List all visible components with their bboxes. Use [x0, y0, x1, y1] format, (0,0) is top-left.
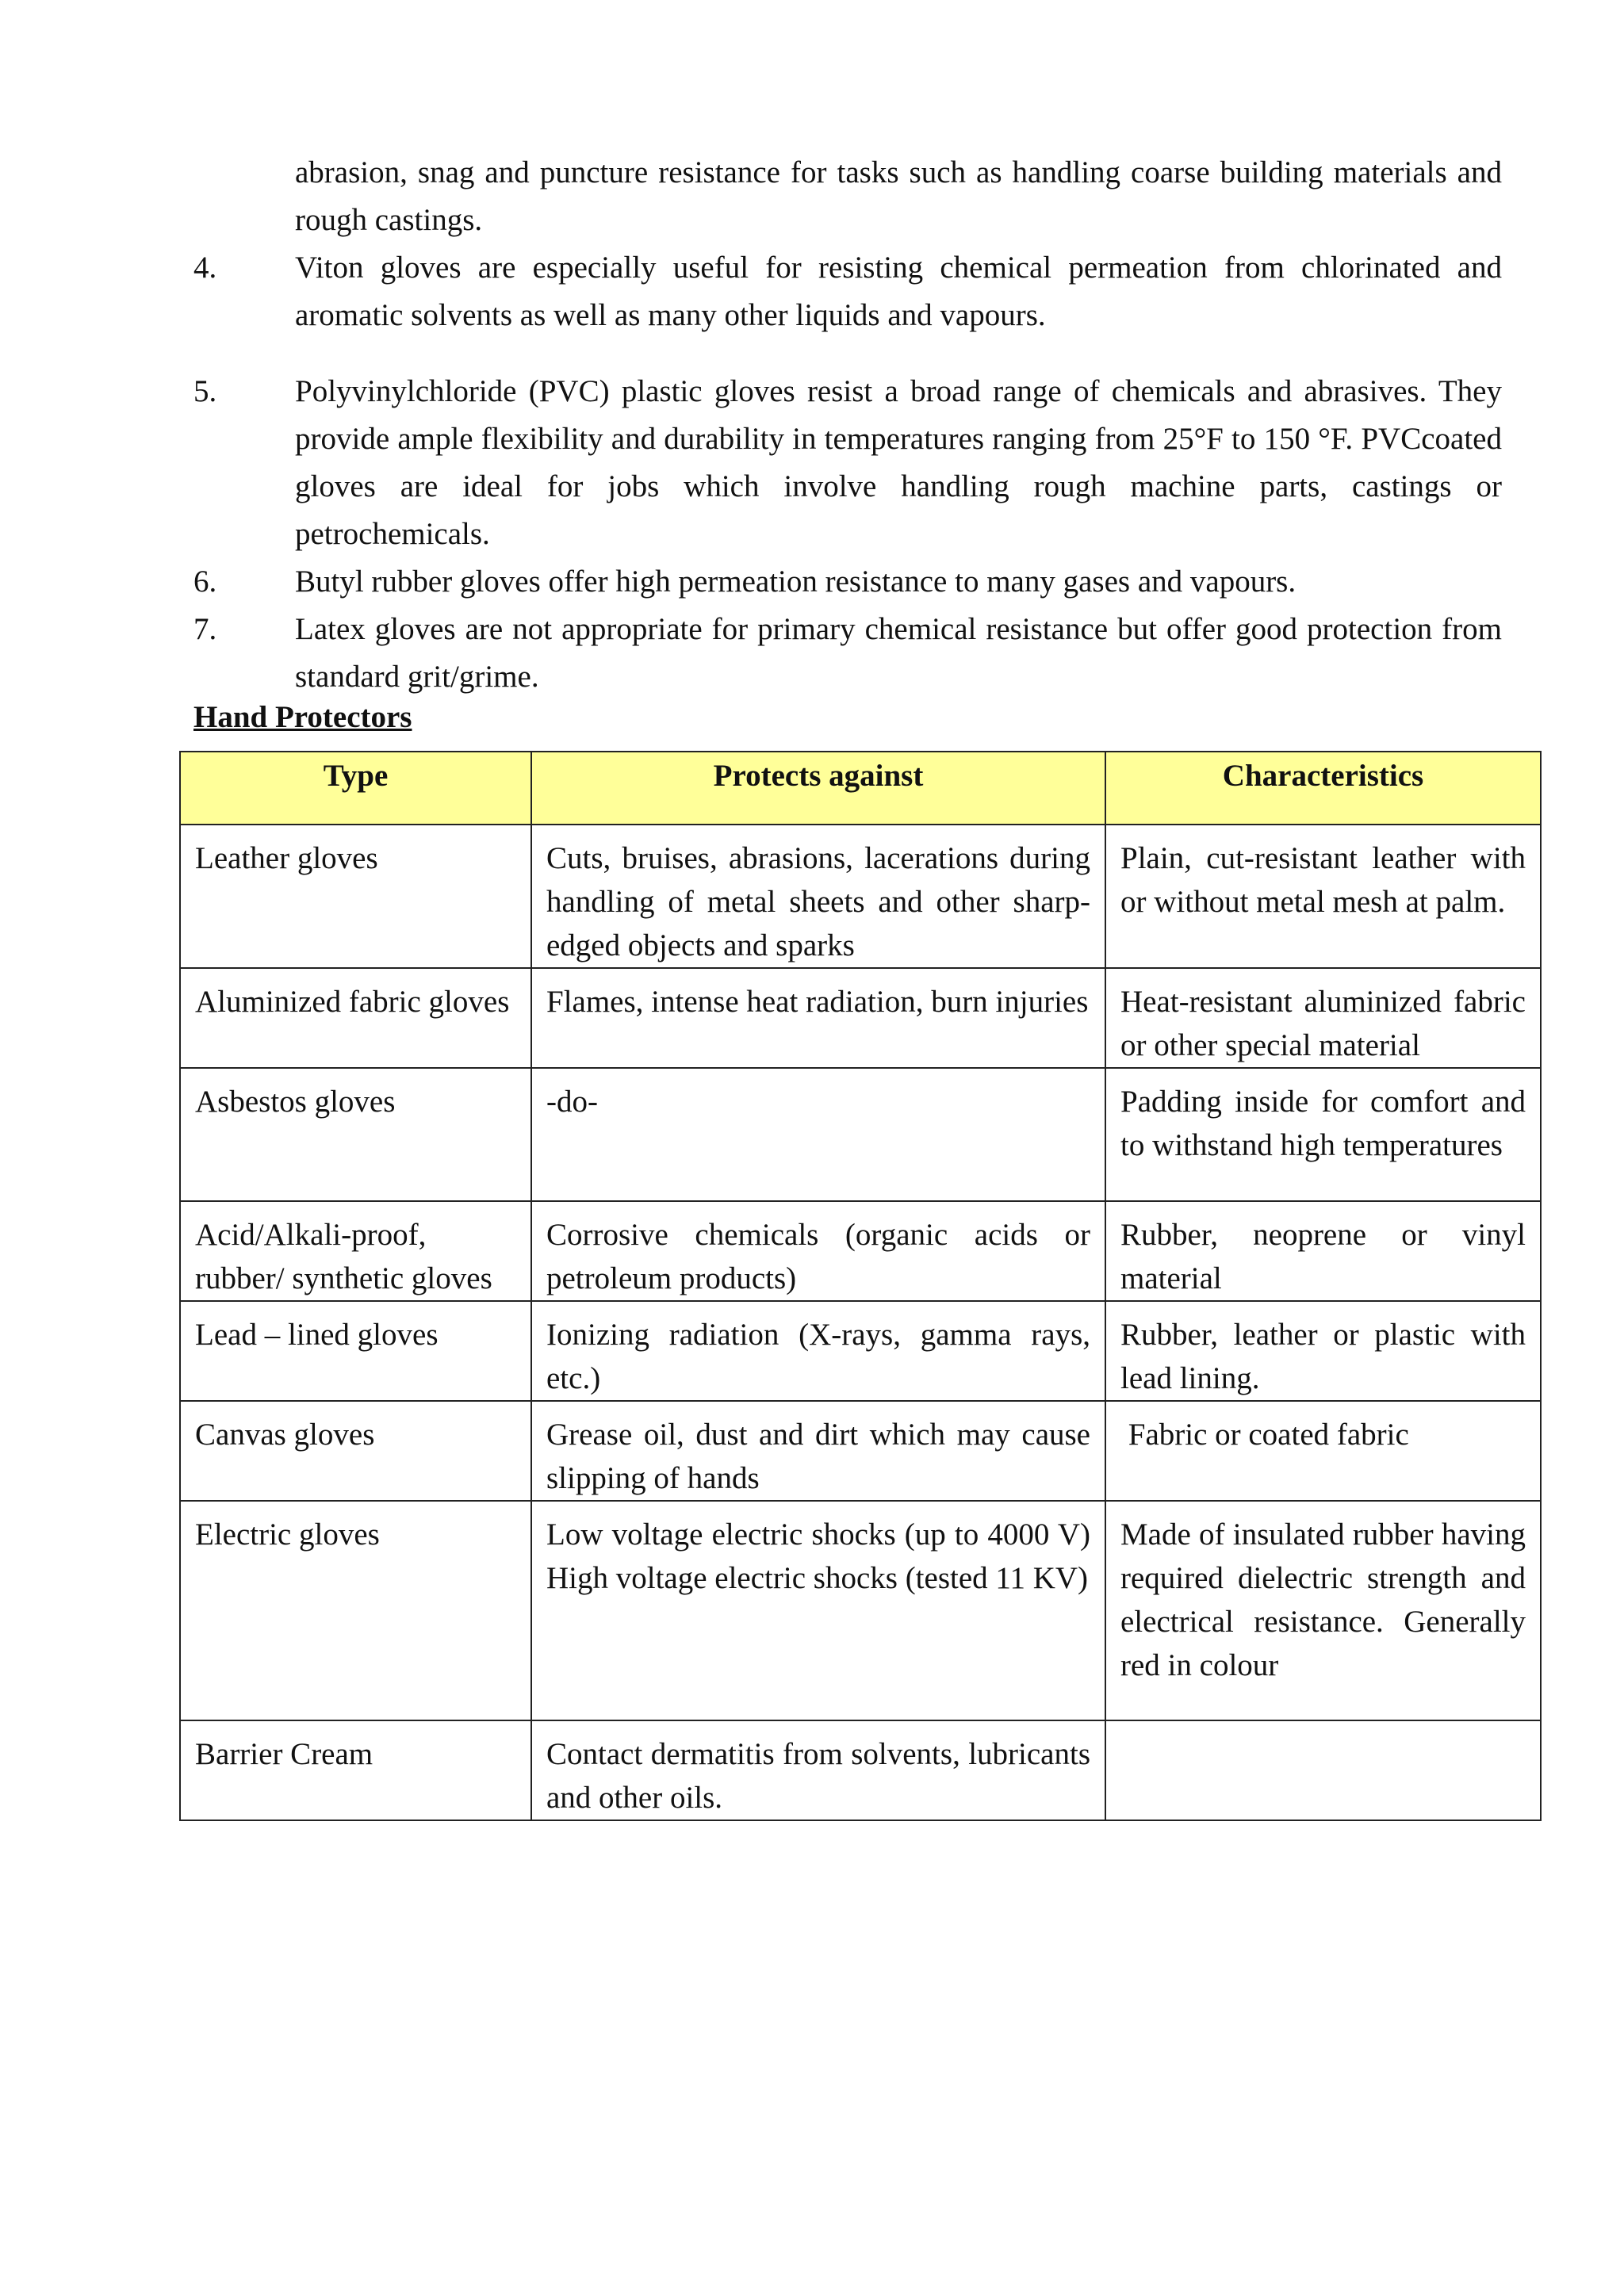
cell-protects-against: -do- [531, 1068, 1105, 1201]
cell-type: Asbestos gloves [180, 1068, 531, 1201]
cell-protects-against: Low voltage electric shocks (up to 4000 V) High voltage electric shocks (tested 11 KV) [531, 1501, 1105, 1720]
list-item-text: Viton gloves are especially useful for resisting chemical permeation from chlorinated and aromatic solvents as well as many other liquids and vapours. [295, 251, 1502, 332]
cell-type: Leather gloves [180, 825, 531, 968]
cell-protects-against: Grease oil, dust and dirt which may cause slipping of hands [531, 1401, 1105, 1501]
cell-characteristics: Plain, cut-resistant leather with or without metal mesh at palm. [1105, 825, 1541, 968]
list-item [193, 558, 1502, 606]
list-item-text: Latex gloves are not appropriate for primary chemical resistance but offer good protection from standard grit/grime. [295, 612, 1502, 694]
cell-type: Acid/Alkali-proof, rubber/ synthetic gloves [180, 1201, 531, 1301]
cell-type: Barrier Cream [180, 1720, 531, 1820]
list-item-continuation: abrasion, snag and puncture resistance for tasks such as handling coarse building materials and rough castings. [295, 155, 1502, 237]
cell-protects-against: Ionizing radiation (X-rays, gamma rays, etc.) [531, 1301, 1105, 1401]
header-protects-against: Protects against [531, 752, 1105, 825]
section-title: Hand Protectors [193, 700, 412, 734]
cell-characteristics [1105, 1720, 1541, 1820]
table-row [180, 968, 1541, 1068]
cell-type: Electric gloves [180, 1501, 531, 1720]
cell-protects-against: Contact dermatitis from solvents, lubricants and other oils. [531, 1720, 1105, 1820]
table-row [180, 1068, 1541, 1201]
cell-type: Canvas gloves [180, 1401, 531, 1501]
table-header-row [180, 752, 1541, 825]
cell-protects-against: Corrosive chemicals (organic acids or petroleum products) [531, 1201, 1105, 1301]
list-item [193, 606, 1502, 701]
list-item-number: 6. [193, 564, 217, 599]
table-row [180, 1501, 1541, 1720]
cell-protects-against: Flames, intense heat radiation, burn injuries [531, 968, 1105, 1068]
list-item-number: 7. [193, 612, 217, 646]
table-row [180, 1720, 1541, 1820]
cell-characteristics: Heat-resistant aluminized fabric or other special material [1105, 968, 1541, 1068]
header-type: Type [180, 752, 531, 825]
list-item [193, 368, 1502, 558]
cell-type: Aluminized fabric gloves [180, 968, 531, 1068]
cell-characteristics: Rubber, neoprene or vinyl material [1105, 1201, 1541, 1301]
cell-characteristics: Made of insulated rubber having required dielectric strength and electrical resistance. Generally red in colour [1105, 1501, 1541, 1720]
table-row [180, 1401, 1541, 1501]
table-row [180, 825, 1541, 968]
list-item-number: 5. [193, 374, 217, 408]
header-characteristics: Characteristics [1105, 752, 1541, 825]
table-row [180, 1201, 1541, 1301]
cell-type: Lead – lined gloves [180, 1301, 531, 1401]
list-item [193, 244, 1502, 339]
list-item-number: 4. [193, 251, 217, 285]
cell-characteristics: Fabric or coated fabric [1105, 1401, 1541, 1501]
table-row [180, 1301, 1541, 1401]
cell-characteristics: Padding inside for comfort and to withstand high temperatures [1105, 1068, 1541, 1201]
hand-protectors-table [179, 751, 1542, 1821]
cell-protects-against: Cuts, bruises, abrasions, lacerations during handling of metal sheets and other sharp-edged objects and sparks [531, 825, 1105, 968]
cell-characteristics: Rubber, leather or plastic with lead lining. [1105, 1301, 1541, 1401]
list-item-text: Polyvinylchloride (PVC) plastic gloves resist a broad range of chemicals and abrasives. They provide ample flexibility and durability in temperatures ranging from 25°F to 150 °F. PVCcoated gloves are ideal for jobs which involve handling rough machine parts, castings or petrochemicals. [295, 374, 1502, 551]
list-item-text: Butyl rubber gloves offer high permeation resistance to many gases and vapours. [295, 564, 1297, 599]
